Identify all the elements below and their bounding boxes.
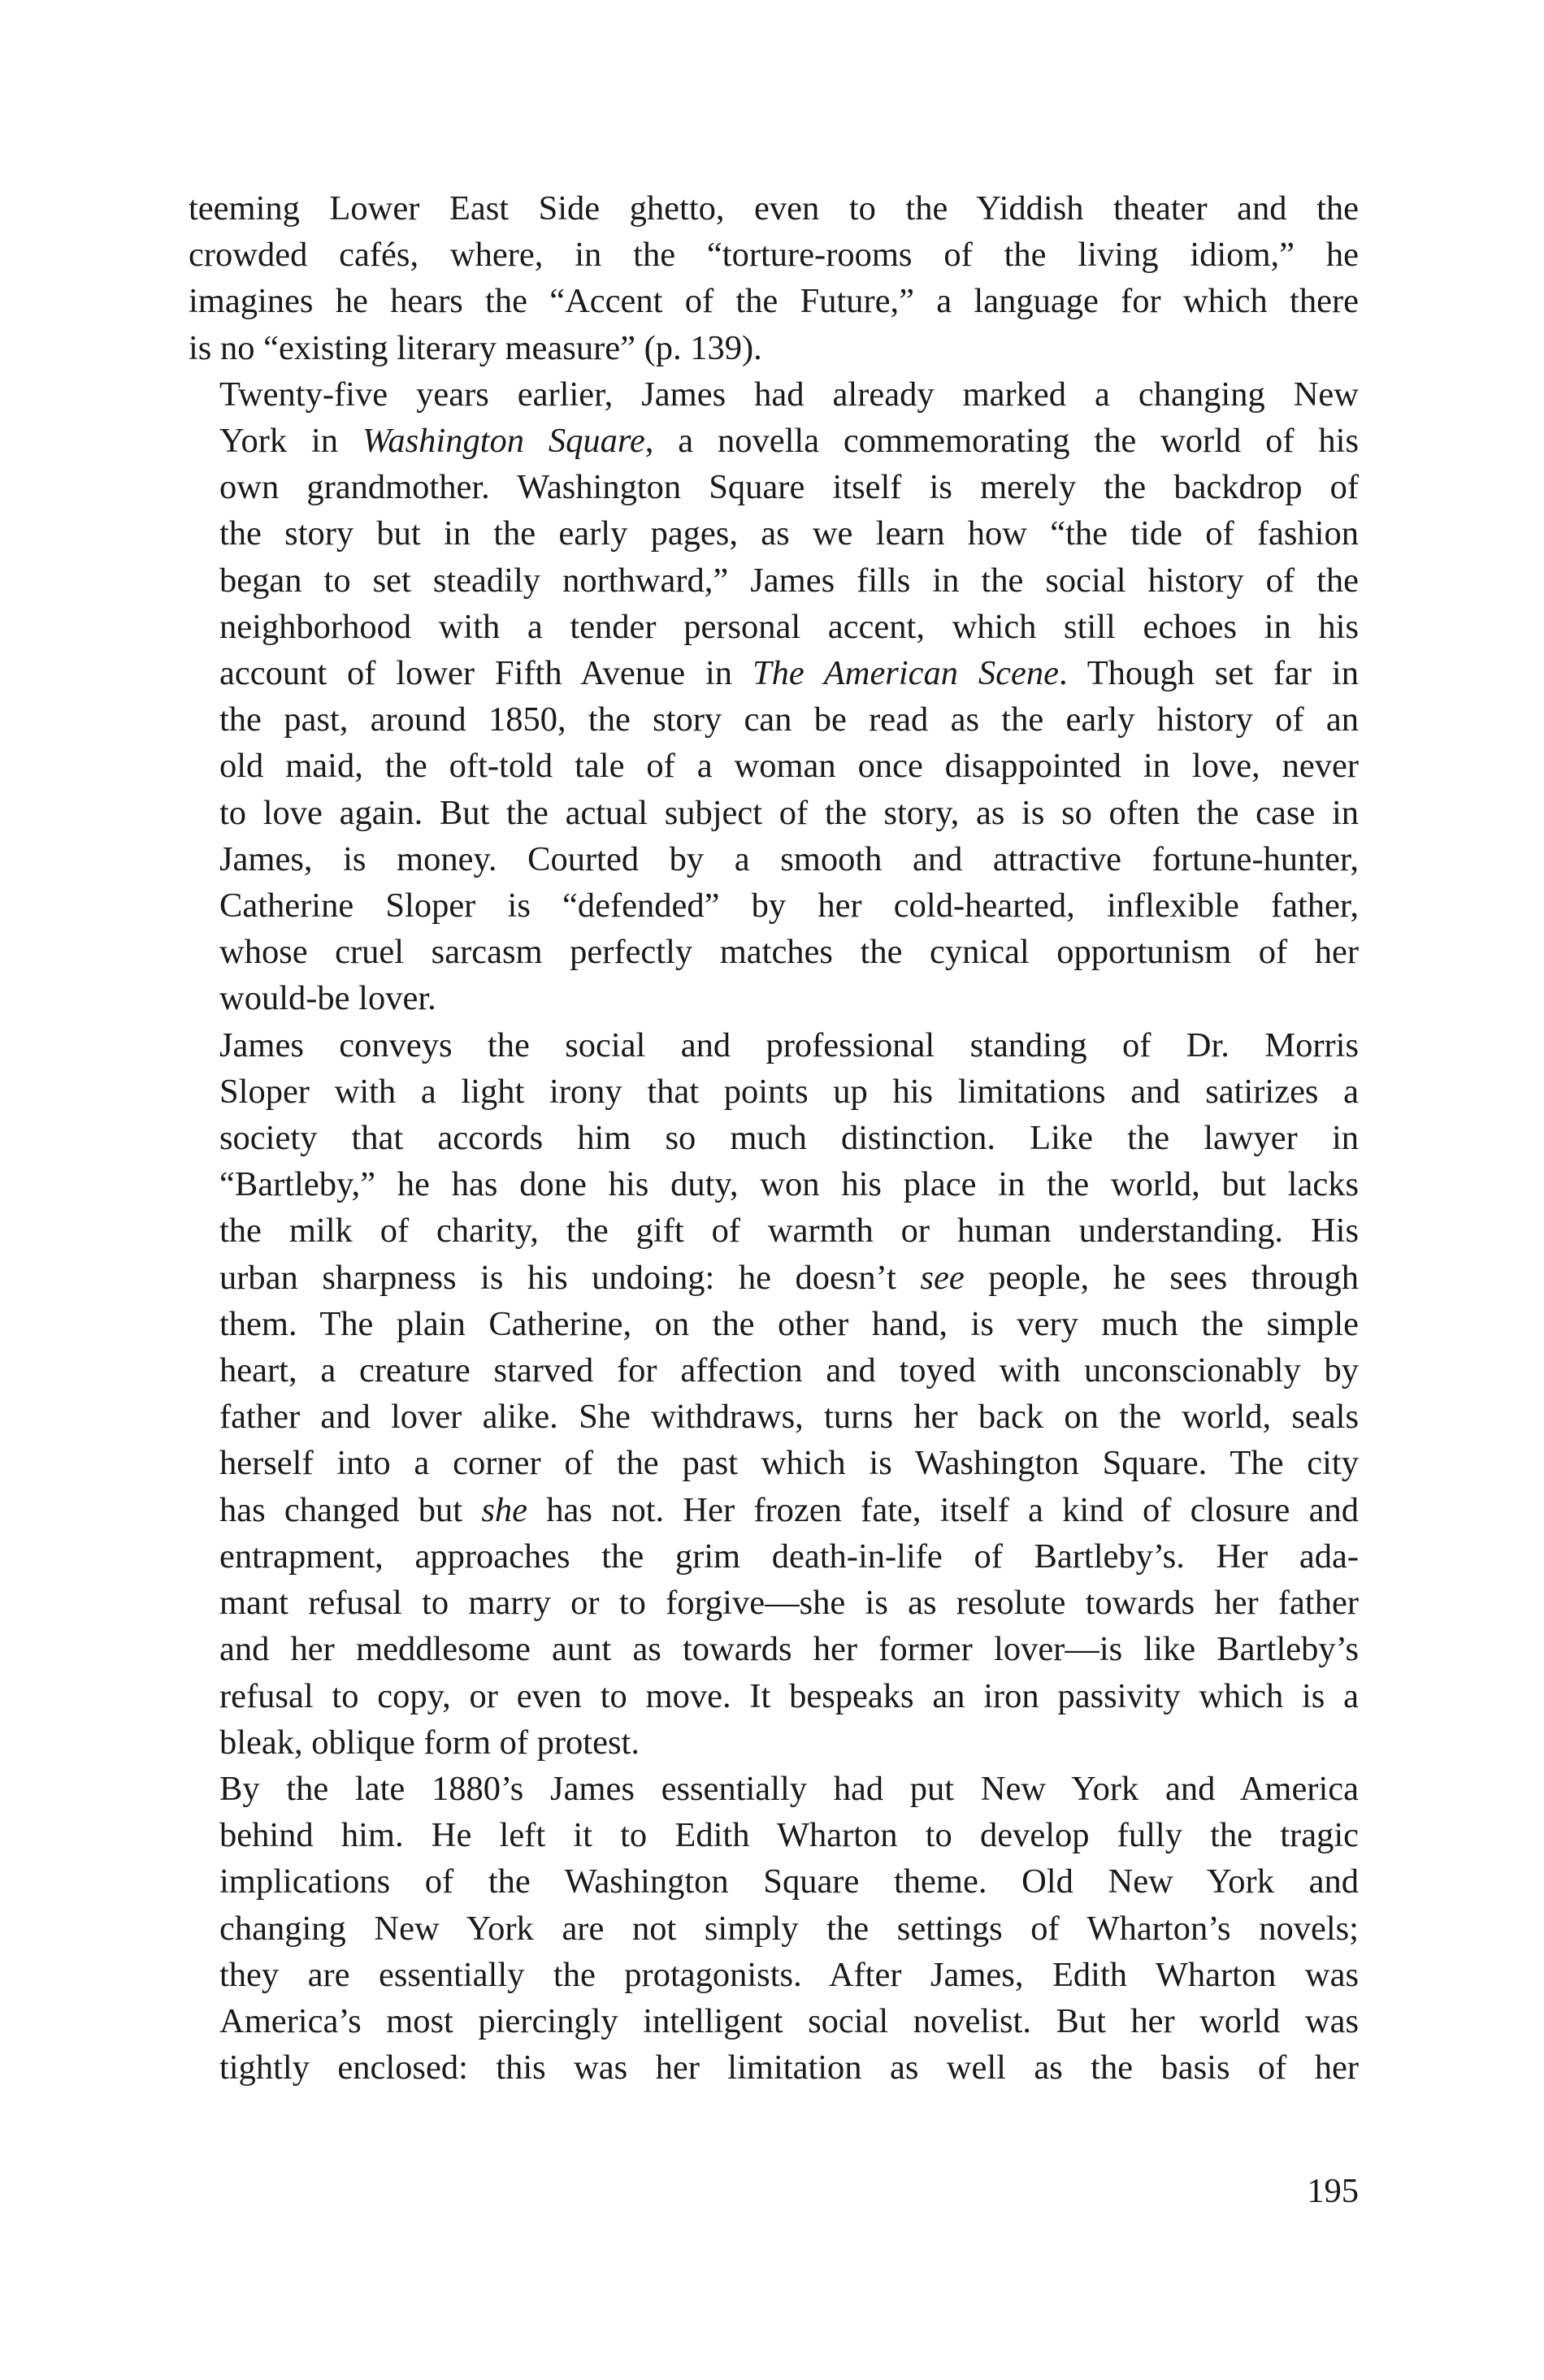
- text-line: entrapment, approaches the grim death-in-life of Bartleby’s. Her ada-: [219, 1537, 1359, 1576]
- text-line: old maid, the oft-told tale of a woman once disappointed in love, never: [219, 747, 1359, 786]
- text-line: teeming Lower East Side ghetto, even to the Yiddish theater and the: [189, 189, 1359, 228]
- text-line: the milk of charity, the gift of warmth or human understanding. His: [219, 1212, 1359, 1251]
- text-line: whose cruel sarcasm perfectly matches the cynical opportunism of her: [219, 933, 1359, 972]
- text-line: they are essentially the protagonists. After James, Edith Wharton was: [219, 1955, 1359, 1994]
- text-line: and her meddlesome aunt as towards her former lover—is like Bartleby’s: [219, 1630, 1359, 1669]
- text-line: By the late 1880’s James essentially had put New York and America: [219, 1769, 1359, 1808]
- text-line: is no “existing literary measure” (p. 139).: [189, 328, 762, 367]
- paragraph: [189, 1766, 1359, 2091]
- text-line: changing New York are not simply the settings of Wharton’s novels;: [219, 1909, 1359, 1948]
- text-line: the past, around 1850, the story can be read as the early history of an: [219, 700, 1359, 739]
- text-line: has changed but she has not. Her frozen fate, itself a kind of closure and: [219, 1490, 1359, 1529]
- text-line: Catherine Sloper is “defended” by her cold-hearted, inflexible father,: [219, 887, 1359, 926]
- text-line: refusal to copy, or even to move. It bespeaks an iron passivity which is a: [219, 1676, 1359, 1715]
- text-line: “Bartleby,” he has done his duty, won his place in the world, but lacks: [219, 1165, 1359, 1204]
- text-line: to love again. But the actual subject of the story, as is so often the case in: [219, 793, 1359, 832]
- text-line: implications of the Washington Square theme. Old New York and: [219, 1862, 1359, 1901]
- text-line: heart, a creature starved for affection and toyed with unconscionably by: [219, 1351, 1359, 1390]
- text-line: father and lover alike. She withdraws, turns her back on the world, seals: [219, 1398, 1359, 1437]
- text-line: James conveys the social and professional standing of Dr. Morris: [219, 1025, 1359, 1064]
- text-line: herself into a corner of the past which is Washington Square. The city: [219, 1444, 1359, 1483]
- text-line: them. The plain Catherine, on the other hand, is very much the simple: [219, 1304, 1359, 1343]
- text-line: tightly enclosed: this was her limitation as well as the basis of her: [219, 2048, 1359, 2087]
- text-line: James, is money. Courted by a smooth and attractive fortune-hunter,: [219, 839, 1359, 878]
- text-line: the story but in the early pages, as we learn how “the tide of fashion: [219, 514, 1359, 553]
- page-number: 195: [1307, 2172, 1359, 2210]
- text-line: crowded cafés, where, in the “torture-rooms of the living idiom,” he: [189, 236, 1359, 275]
- paragraph: [189, 185, 1359, 371]
- text-line: bleak, oblique form of protest.: [219, 1723, 640, 1762]
- text-line: behind him. He left it to Edith Wharton to develop fully the tragic: [219, 1816, 1359, 1855]
- text-line: America’s most piercingly intelligent social novelist. But her world was: [219, 2001, 1359, 2040]
- text-line: began to set steadily northward,” James fills in the social history of the: [219, 561, 1359, 600]
- text-line: society that accords him so much distinction. Like the lawyer in: [219, 1119, 1359, 1158]
- text-line: mant refusal to marry or to forgive—she is as resolute towards her father: [219, 1584, 1359, 1623]
- text-line: neighborhood with a tender personal accent, which still echoes in his: [219, 607, 1359, 646]
- text-line: urban sharpness is his undoing: he doesn’t see people, he sees through: [219, 1258, 1359, 1297]
- text-line: York in Washington Square, a novella commemorating the world of his: [219, 422, 1359, 461]
- paragraph: [189, 371, 1359, 1022]
- text-line: Twenty-five years earlier, James had already marked a changing New: [219, 375, 1359, 414]
- text-line: Sloper with a light irony that points up his limitations and satirizes a: [219, 1072, 1359, 1111]
- text-line: imagines he hears the “Accent of the Future,” a language for which there: [189, 282, 1359, 321]
- paragraph: [189, 1022, 1359, 1766]
- body-text: [189, 185, 1359, 2091]
- text-line: account of lower Fifth Avenue in The American Scene. Though set far in: [219, 654, 1359, 693]
- text-line: would-be lover.: [219, 979, 436, 1018]
- text-line: own grandmother. Washington Square itself is merely the backdrop of: [219, 468, 1359, 507]
